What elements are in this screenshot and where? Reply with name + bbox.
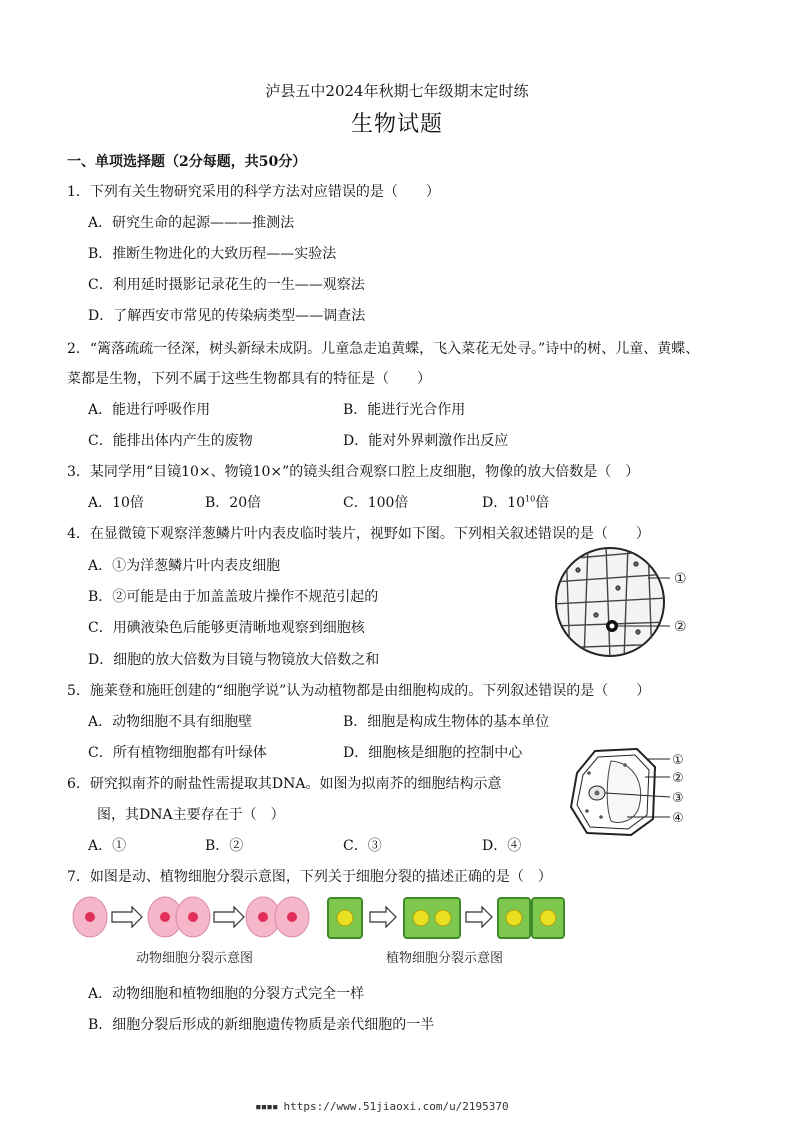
question-6-stem-line2: 图，其DNA主要存在于（ ） [97, 807, 285, 823]
animal-division-caption: 动物细胞分裂示意图 [136, 951, 254, 966]
q3-option-b: B．20倍 [205, 495, 262, 511]
q6-option-c: C．③ [343, 838, 382, 854]
q2-option-a: A．能进行呼吸作用 [88, 402, 211, 418]
q3-option-d-base: D．10 [482, 495, 526, 511]
q6-option-b: B．② [205, 838, 244, 854]
cell-division-figure [68, 892, 588, 972]
footer-url: https://www.51jiaoxi.com/u/2195370 [283, 1100, 509, 1113]
field-label-1: ① [674, 571, 687, 587]
footer-watermark-mark: ▪▪▪▪ [255, 1100, 278, 1113]
q4-option-c: C．用碘液染色后能够更清晰地观察到细胞核 [88, 620, 365, 636]
q3-option-d-unit: 倍 [535, 495, 550, 511]
question-1-stem: 1．下列有关生物研究采用的科学方法对应错误的是（ ） [67, 184, 440, 200]
question-6-stem-line1: 6．研究拟南芥的耐盐性需提取其DNA。如图为拟南芥的细胞结构示意 [67, 776, 502, 792]
q2-option-b: B．能进行光合作用 [343, 402, 466, 418]
school-title: 泸县五中2024年秋期七年级期末定时练 [265, 82, 529, 100]
q1-option-d: D．了解西安市常见的传染病类型——调查法 [88, 308, 366, 324]
q5-option-b: B．细胞是构成生物体的基本单位 [343, 714, 550, 730]
q5-option-c: C．所有植物细胞都有叶绿体 [88, 745, 267, 761]
q6-option-a: A．① [88, 838, 127, 854]
question-2-stem-line2: 菜都是生物，下列不属于这些生物都具有的特征是（ ） [67, 371, 431, 387]
question-7-stem: 7．如图是动、植物细胞分裂示意图，下列关于细胞分裂的描述正确的是（ ） [67, 869, 552, 885]
q2-option-c: C．能排出体内产生的废物 [88, 433, 253, 449]
question-3-stem: 3．某同学用“目镜10×、物镜10×”的镜头组合观察口腔上皮细胞，物像的放大倍数是（ ） [67, 464, 640, 480]
q1-option-b: B．推断生物进化的大致历程——实验法 [88, 246, 337, 262]
q6-option-d: D．④ [482, 838, 522, 854]
animal-division-series [73, 897, 309, 937]
q4-option-a: A．①为洋葱鳞片叶内表皮细胞 [88, 558, 281, 574]
q7-option-b: B．细胞分裂后形成的新细胞遗传物质是亲代细胞的一半 [88, 1017, 435, 1033]
q4-option-b: B．②可能是由于加盖盖玻片操作不规范引起的 [88, 589, 379, 605]
q1-option-c: C．利用延时摄影记录花生的一生——观察法 [88, 277, 365, 293]
plant-division-series [328, 898, 564, 938]
field-label-2: ② [674, 619, 687, 635]
cell-label-1: ① [672, 753, 684, 768]
q3-option-d-exponent: 10 [525, 494, 536, 504]
question-4-stem: 4．在显微镜下观察洋葱鳞片叶内表皮临时装片，视野如下图。下列相关叙述错误的是（ ） [67, 526, 650, 542]
plant-division-caption: 植物细胞分裂示意图 [386, 951, 504, 966]
q3-option-d [482, 492, 549, 512]
subject-title: 生物试题 [350, 112, 443, 137]
q5-option-d: D．细胞核是细胞的控制中心 [343, 745, 523, 761]
q1-option-a: A．研究生命的起源———推测法 [88, 215, 295, 231]
plant-cell-figure [565, 745, 690, 840]
footer-watermark [255, 1100, 509, 1113]
q2-option-d: D．能对外界刺激作出反应 [343, 433, 509, 449]
question-2-stem-line1: 2．“篱落疏疏一径深，树头新绿未成阴。儿童急走追黄蝶，飞入菜花无处寻。”诗中的树、儿童、黄蝶、 [67, 341, 700, 357]
q4-option-d: D．细胞的放大倍数为目镜与物镜放大倍数之和 [88, 652, 380, 668]
q3-option-a: A．10倍 [88, 495, 144, 511]
question-5-stem: 5．施莱登和施旺创建的“细胞学说”认为动植物都是由细胞构成的。下列叙述错误的是（ ） [67, 683, 651, 699]
cell-label-4: ④ [672, 811, 684, 826]
cell-label-2: ② [672, 771, 684, 786]
q7-option-a: A．动物细胞和植物细胞的分裂方式完全一样 [88, 986, 365, 1002]
microscope-field-figure [548, 540, 698, 665]
q3-option-c: C．100倍 [343, 495, 409, 511]
q5-option-a: A．动物细胞不具有细胞壁 [88, 714, 253, 730]
section-heading: 一、单项选择题（2分每题，共50分） [67, 154, 307, 170]
cell-label-3: ③ [672, 791, 684, 806]
